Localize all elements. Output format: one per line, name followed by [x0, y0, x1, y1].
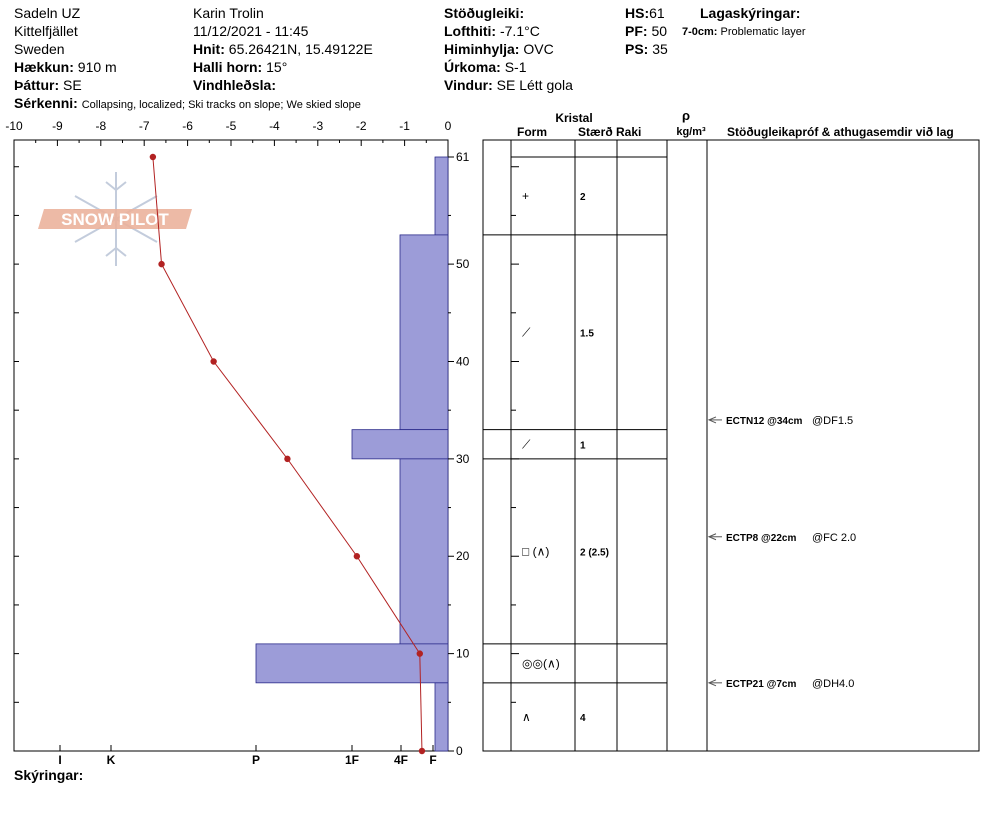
hardness-bar — [352, 430, 448, 459]
temp-tick-label: -4 — [269, 119, 280, 133]
temp-point — [210, 358, 216, 364]
hardness-tick-label: I — [58, 753, 62, 767]
temp-point — [417, 650, 423, 656]
hs-label: HS: — [625, 5, 650, 21]
ps-label: PS: — [625, 41, 649, 57]
header-rho: ρ — [681, 108, 691, 123]
temp-point — [158, 261, 164, 267]
elevation-value: 910 m — [77, 59, 117, 75]
features-label: Sérkenni: — [14, 95, 78, 111]
wind-value: SE Létt gola — [496, 77, 573, 93]
temp-tick-label: -9 — [52, 119, 63, 133]
header-form: Form — [517, 125, 547, 139]
crystal-size: 1 — [580, 440, 586, 452]
temp-point — [284, 456, 290, 462]
hardness-layers — [256, 157, 448, 751]
hs-value: 61 — [649, 5, 665, 21]
observer: Karin Trolin — [193, 5, 264, 21]
pf-value: 50 — [651, 23, 668, 39]
header-crystal: Kristal — [555, 111, 593, 125]
hardness-bar — [256, 644, 448, 683]
header-tests: Stöðugleikapróf & athugasemdir við lag — [727, 125, 954, 139]
temp-point — [150, 154, 156, 160]
datetime: 11/12/2021 - 11:45 — [193, 23, 309, 39]
hardness-axis — [58, 745, 436, 767]
slope-value: 15° — [266, 59, 288, 75]
temp-tick-label: -10 — [5, 119, 23, 133]
header-moisture: Raki — [616, 125, 642, 139]
temp-tick-label: -7 — [138, 119, 150, 133]
crystal-table — [483, 108, 979, 751]
crystal-size: 4 — [580, 712, 586, 724]
hardness-tick-label: P — [251, 753, 261, 767]
sky-label: Himinhylja: — [444, 41, 520, 57]
crystal-size: 2 — [580, 191, 586, 203]
height-tick-label: 30 — [456, 451, 470, 466]
temp-tick-label: -6 — [182, 119, 193, 133]
test-label: ECTN12 @34cm — [726, 415, 803, 427]
temp-tick-label: -8 — [95, 119, 107, 133]
temp-point — [354, 553, 360, 559]
layer-note-depth: 7-0cm: — [682, 26, 718, 38]
height-tick-label: 40 — [456, 354, 470, 369]
stability-tests — [709, 415, 856, 690]
test-label: ECTP21 @7cm — [726, 678, 797, 690]
height-tick-label: 50 — [456, 257, 470, 272]
height-tick-label: 61 — [456, 150, 470, 164]
area-name: Kittelfjället — [14, 23, 78, 39]
hardness-tick-label: 4F — [393, 753, 409, 767]
precip-label: Úrkoma: — [444, 59, 501, 75]
temp-axis — [5, 119, 451, 146]
pf-label: PF: — [625, 23, 648, 39]
country: Sweden — [14, 41, 65, 57]
elevation-label: Hækkun: — [14, 59, 74, 75]
coords-value: 65.26421N, 15.49122E — [228, 41, 373, 57]
slope-label: Halli horn: — [193, 59, 263, 75]
crystal-form: ⟋ — [522, 325, 531, 340]
height-tick-label: 10 — [456, 646, 470, 661]
height-tick-label: 0 — [456, 744, 463, 758]
table-depth-ticks — [511, 167, 519, 703]
aspect-label: Þáttur: — [14, 77, 60, 93]
test-label: ECTP8 @22cm — [726, 532, 797, 544]
temp-tick-label: 0 — [444, 119, 452, 133]
temp-point — [419, 748, 425, 754]
crystal-form: □ (∧) — [522, 544, 550, 559]
hardness-tick-label: F — [429, 753, 437, 767]
test-note: @FC 2.0 — [812, 531, 857, 544]
hardness-bar — [400, 235, 448, 430]
air-temp-label: Lofthiti: — [444, 23, 497, 39]
header-density-unit: kg/m³ — [676, 126, 706, 138]
test-note: @DF1.5 — [812, 414, 854, 427]
layer-note-text: Problematic layer — [720, 26, 806, 38]
stability-label: Stöðugleiki: — [444, 5, 525, 21]
temp-tick-label: -1 — [399, 119, 410, 133]
layers-title-text: Lagaskýringar: — [700, 5, 801, 21]
crystal-form: ⟋ — [522, 437, 531, 452]
hardness-bar — [400, 459, 448, 644]
ps-value: 35 — [652, 41, 668, 57]
wind-loading-label: Vindhleðsla: — [193, 77, 276, 93]
temp-tick-label: -2 — [355, 119, 367, 133]
crystal-form: ◎◎(∧) — [522, 656, 560, 671]
hardness-tick-label: 1F — [344, 753, 360, 767]
hardness-bar — [435, 157, 448, 235]
height-tick-label: 20 — [456, 549, 470, 564]
precip-value: S-1 — [504, 59, 527, 75]
coords-label: Hnit: — [193, 41, 225, 57]
crystal-size: 1.5 — [580, 328, 594, 340]
temp-tick-label: -3 — [312, 119, 324, 133]
sky-value: OVC — [523, 41, 554, 57]
test-note: @DH4.0 — [812, 677, 855, 690]
features-value: Collapsing, localized; Ski tracks on slope; We skied slope — [81, 99, 361, 111]
crystal-form: + — [522, 188, 530, 203]
logo-text: SNOW PILOT — [61, 210, 169, 229]
hardness-tick-label: K — [106, 753, 116, 767]
air-temp-value: -7.1°C — [499, 23, 540, 39]
crystal-form: ∧ — [522, 709, 531, 724]
snowpilot-logo — [38, 172, 192, 266]
remarks-label: Skýringar: — [14, 767, 84, 783]
wind-label: Vindur: — [444, 77, 493, 93]
crystal-size: 2 (2.5) — [580, 547, 609, 559]
aspect-value: SE — [63, 77, 82, 93]
temp-tick-label: -5 — [225, 119, 237, 133]
header-size: Stærð — [578, 125, 613, 139]
site-name: Sadeln UZ — [14, 5, 81, 21]
hardness-bar — [435, 683, 448, 751]
